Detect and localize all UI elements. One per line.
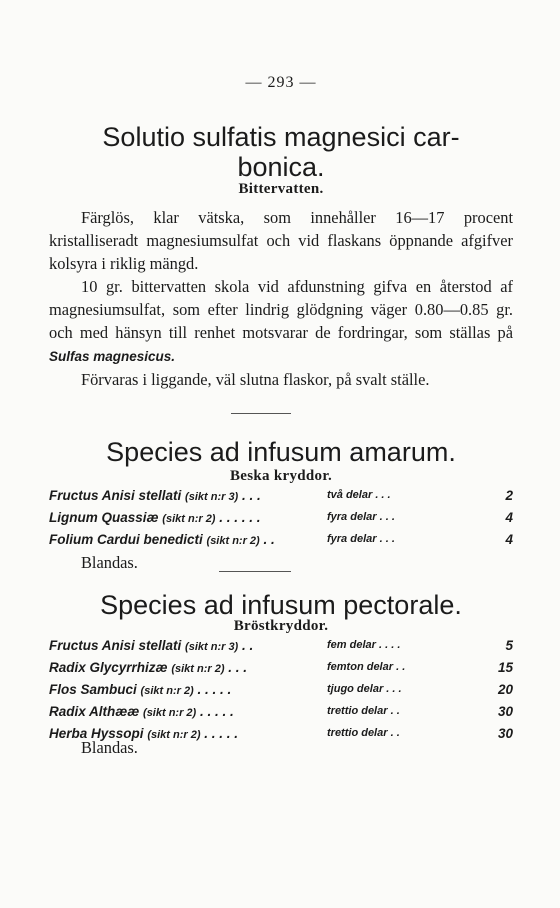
sieve-reference: (sikt n:r 3) — [185, 491, 239, 503]
ingredient-name-text: Radix Althææ — [49, 704, 140, 719]
blandas-instruction: Blandas. — [81, 553, 138, 572]
quantity-words: trettio delar — [327, 705, 388, 717]
section-subtitle-beska-kryddor: Beska kryddor. — [229, 468, 332, 484]
leader-dots: . . — [242, 638, 254, 653]
leader-dots: . . . — [379, 533, 395, 545]
ingredient-name-text: Herba Hyssopi — [49, 726, 144, 741]
section-title-amarum: Species ad infusum amarum. — [106, 437, 456, 467]
ingredient-name — [49, 726, 238, 741]
quantity-words: tjugo delar — [327, 683, 384, 695]
leader-dots: . . . — [228, 660, 248, 675]
quantity-text — [327, 511, 395, 523]
quantity-words: fyra delar — [327, 511, 377, 523]
ingredient-name-text: Lignum Quassiæ — [49, 510, 159, 525]
sieve-reference: (sikt n:r 2) — [143, 707, 197, 719]
ingredient-name-text: Flos Sambuci — [49, 682, 137, 697]
quantity-words: två delar — [327, 489, 373, 501]
ingredient-name — [49, 510, 261, 525]
paragraph-1: Färglös, klar vätska, som innehåller 16—17 procent kristalliseradt magnesiumsulfat och vid flaskans öppnande afgifver kolsyra i riklig mängd. — [49, 208, 513, 273]
ingredient-row — [49, 660, 513, 682]
ingredient-row — [49, 682, 513, 704]
quantity-number: 4 — [505, 532, 513, 547]
sieve-reference: (sikt n:r 2) — [140, 685, 194, 697]
quantity-number: 5 — [505, 638, 513, 653]
quantity-words: fem delar — [327, 639, 376, 651]
leader-dots: . . . — [379, 511, 395, 523]
ingredient-row — [49, 532, 513, 554]
separator-rule — [231, 413, 291, 414]
leader-dots: . . . — [375, 489, 391, 501]
ingredient-name — [49, 532, 275, 547]
ingredient-list-pectorale — [49, 638, 513, 748]
sieve-reference: (sikt n:r 2) — [206, 535, 260, 547]
quantity-text — [327, 727, 400, 739]
ingredient-name — [49, 704, 234, 719]
section1-body — [49, 206, 513, 391]
quantity-text — [327, 705, 400, 717]
ingredient-name — [49, 660, 247, 675]
leader-dots: . . — [390, 705, 400, 717]
ingredient-row — [49, 704, 513, 726]
quantity-number: 4 — [505, 510, 513, 525]
quantity-number: 20 — [497, 682, 513, 697]
sieve-reference: (sikt n:r 3) — [185, 641, 239, 653]
paragraph-2 — [49, 275, 513, 368]
paragraph-3: Förvaras i liggande, väl slutna flaskor, på svalt ställe. — [81, 370, 430, 389]
ingredient-name — [49, 638, 253, 653]
title-line-2: bonica. — [237, 152, 325, 182]
leader-dots: . . . . — [378, 639, 401, 651]
title-line-1: Solutio sulfatis magnesici car- — [102, 122, 460, 152]
leader-dots: . . — [390, 727, 400, 739]
leader-dots: . . — [396, 661, 406, 673]
ingredient-row — [49, 488, 513, 510]
ingredient-list-amarum — [49, 488, 513, 554]
quantity-number: 2 — [505, 488, 513, 503]
quantity-words: fyra delar — [327, 533, 377, 545]
ingredient-row — [49, 638, 513, 660]
leader-dots: . . . . . — [204, 726, 239, 741]
leader-dots: . . . . . . — [219, 510, 261, 525]
blandas-instruction: Blandas. — [81, 738, 138, 757]
sieve-reference: (sikt n:r 2) — [162, 513, 216, 525]
section-title-pectorale: Species ad infusum pectorale. — [100, 590, 462, 620]
leader-dots: . . . . . — [199, 704, 234, 719]
quantity-text — [327, 683, 402, 695]
quantity-number: 30 — [497, 726, 513, 741]
section-subtitle-bittervatten: Bittervatten. — [238, 181, 324, 197]
sieve-reference: (sikt n:r 2) — [147, 729, 201, 741]
ingredient-name-text: Fructus Anisi stellati — [49, 488, 182, 503]
separator-rule — [219, 571, 291, 572]
quantity-text — [327, 533, 395, 545]
ingredient-name-text: Radix Glycyrrhizæ — [49, 660, 168, 675]
quantity-text — [327, 489, 391, 501]
ingredient-row — [49, 510, 513, 532]
quantity-text — [327, 661, 405, 673]
quantity-words: trettio delar — [327, 727, 388, 739]
leader-dots: . . . — [242, 488, 261, 503]
ingredient-name — [49, 488, 261, 503]
ingredient-name-text: Folium Cardui benedicti — [49, 532, 203, 547]
ingredient-name — [49, 682, 231, 697]
quantity-number: 30 — [497, 704, 513, 719]
quantity-words: femton delar — [327, 661, 394, 673]
leader-dots: . . . — [386, 683, 402, 695]
section-subtitle-brostkryddor: Bröstkryddor. — [233, 618, 329, 634]
quantity-text — [327, 639, 400, 651]
paragraph-2-text: 10 gr. bittervatten skola vid afdunstning gifva en återstod af magnesiumsulfat, som efter lindrig glödgning väger 0.80—0.85 gr. och med hänsyn till renhet motsvarar de fordringar, som ställas på — [49, 277, 513, 342]
sieve-reference: (sikt n:r 2) — [171, 663, 225, 675]
sulfas-magnesicus-term: Sulfas magnesicus. — [49, 349, 176, 364]
quantity-number: 15 — [497, 660, 513, 675]
leader-dots: . . . . . — [197, 682, 232, 697]
ingredient-name-text: Fructus Anisi stellati — [49, 638, 182, 653]
section-title-solutio — [49, 122, 513, 182]
page-number: — 293 — — [245, 74, 317, 91]
leader-dots: . . — [263, 532, 275, 547]
